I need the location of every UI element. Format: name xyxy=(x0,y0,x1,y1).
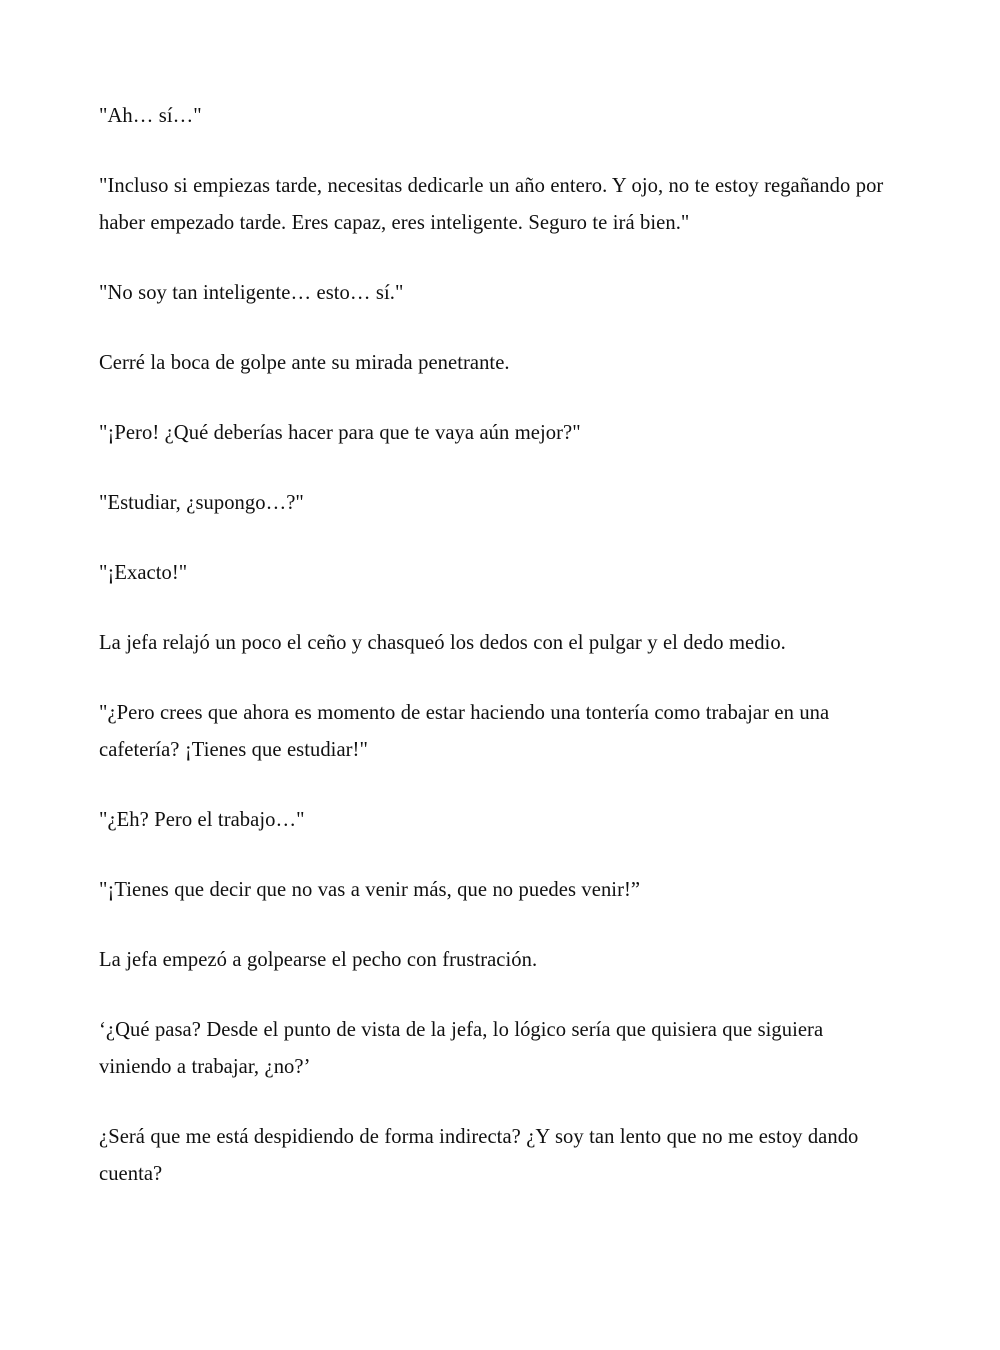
paragraph: "¡Exacto!" xyxy=(99,562,188,584)
paragraph: "¿Pero crees que ahora es momento de estar haciendo una tontería como trabajar en una cafetería? ¡Tienes que estudiar!" xyxy=(99,702,830,761)
paragraph: La jefa empezó a golpearse el pecho con frustración. xyxy=(99,949,538,971)
text-column xyxy=(99,98,900,1193)
paragraph: Cerré la boca de golpe ante su mirada penetrante. xyxy=(99,352,510,374)
paragraph: "Ah… sí…" xyxy=(99,105,202,127)
paragraph: ¿Será que me está despidiendo de forma indirecta? ¿Y soy tan lento que no me estoy dando cuenta? xyxy=(99,1126,859,1185)
paragraph: "¿Eh? Pero el trabajo…" xyxy=(99,809,305,831)
paragraph: "¡Pero! ¿Qué deberías hacer para que te vaya aún mejor?" xyxy=(99,422,581,444)
paragraph: ‘¿Qué pasa? Desde el punto de vista de la jefa, lo lógico sería que quisiera que siguiera viniendo a trabajar, ¿no?’ xyxy=(99,1019,824,1078)
paragraph: "Incluso si empiezas tarde, necesitas dedicarle un año entero. Y ojo, no te estoy regañando por haber empezado tarde. Eres capaz, eres inteligente. Seguro te irá bien." xyxy=(99,175,884,234)
paragraph: "No soy tan inteligente… esto… sí." xyxy=(99,282,404,304)
paragraph: "Estudiar, ¿supongo…?" xyxy=(99,492,304,514)
paragraph: La jefa relajó un poco el ceño y chasqueó los dedos con el pulgar y el dedo medio. xyxy=(99,632,786,654)
paragraph: "¡Tienes que decir que no vas a venir más, que no puedes venir!” xyxy=(99,879,641,901)
